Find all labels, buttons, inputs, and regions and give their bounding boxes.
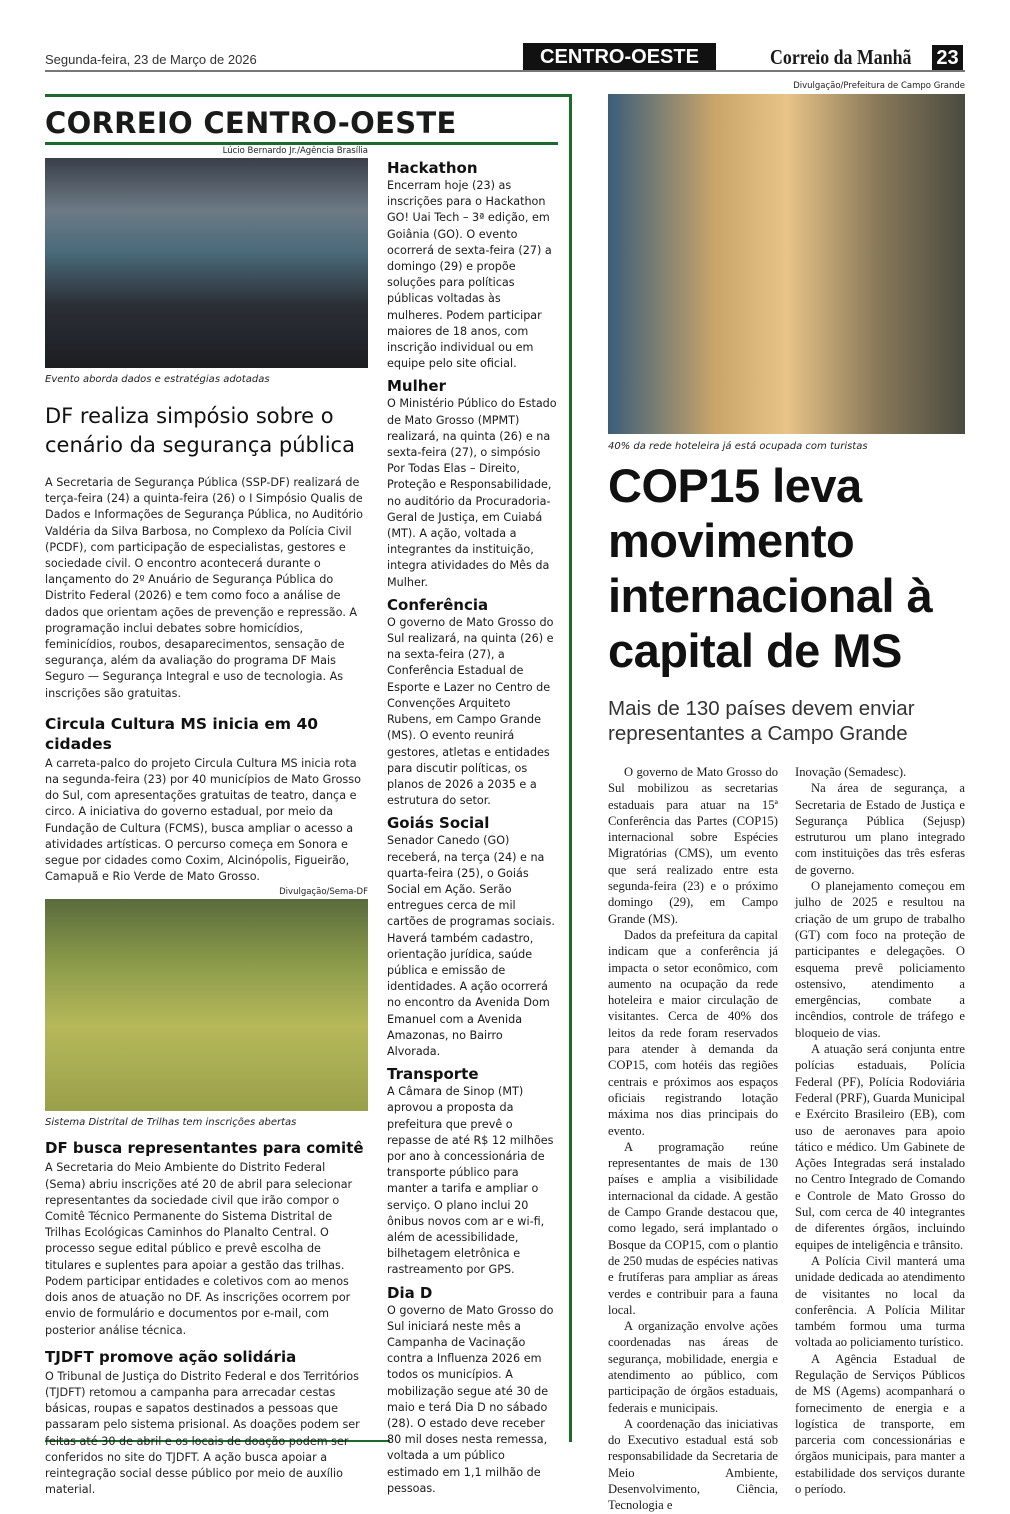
security-center-photo [45, 158, 368, 368]
brief-body: A Câmara de Sinop (MT) aprovou a proposta da prefeitura que prevê o repasse de até R$ 12 milhões por ano à concessionária de transporte público para manter a tarifa e ampliar o serviço. O plano inclui 20 ônibus novos com ar e wi-fi, além de acessibilidade, bilhetagem eletrônica e rastreamento por GPS. [387, 1085, 554, 1277]
header-rule [45, 70, 965, 72]
photo-caption: Evento aborda dados e estratégias adotadas [45, 374, 270, 385]
paragraph: A programação reúne representantes de mais de 130 países e amplia a visibilidade internacional da cidade. A gestão de Campo Grande destacou que, como legado, será implantado o Bosque da COP15, com o plantio de 250 mudas de espécies nativas e frutíferas para ampliar as áreas verdes e contribuir para a fauna local. [608, 1139, 778, 1317]
issue-date: Segunda-feira, 23 de Março de 2026 [45, 52, 257, 67]
story-headline: DF busca representantes para comitê [45, 1139, 364, 1158]
section-label: CENTRO-OESTE [523, 43, 716, 71]
brief-title: Conferência [387, 595, 489, 614]
story-headline: DF realiza simpósio sobre o cenário da segurança pública [45, 404, 355, 457]
paragraph: Inovação (Semadesc). [795, 765, 907, 779]
main-story-column-1 [608, 764, 778, 1514]
paragraph: A coordenação das iniciativas do Executivo estadual está sob responsabilidade da Secretaria de Meio Ambiente, Desenvolvimento, Ciência, Tecnologia e [608, 1416, 778, 1513]
brief-body: O governo de Mato Grosso do Sul iniciará neste mês a Campanha de Vacinação contra a Influenza 2026 em todos os municípios. A mobilização segue até 30 de maio e terá Dia D no sábado (28). O estado deve receber 80 mil doses nesta remessa, voltada a um público estimado em 1,1 milhão de pessoas. [387, 1303, 554, 1495]
paragraph: O planejamento começou em julho de 2025 e resultou na criação de um grupo de trabalho (GT) com foco na proteção de participantes e delegações. O esquema prevê policiamento ostensivo, atendimento a emergências, combate a incêndios, controle de tráfego e bloqueio de vias. [795, 879, 965, 1040]
brief-title: Goiás Social [387, 814, 490, 833]
newspaper-logo: Correio da Manhã [770, 45, 912, 69]
story-headline: TJDFT promove ação solidária [45, 1347, 297, 1366]
brief-title: Mulher [387, 377, 446, 396]
story-body: A Secretaria de Segurança Pública (SSP-DF) realizará de terça-feira (24) a quinta-feira (26) o I Simpósio Qualis de Dados e Informações de Segurança Pública, no Auditório Valdéria da Silva Barbosa, no Complexo da Polícia Civil (PCDF), com participação de especialistas, gestores e sociedade civil. O encontro acontecerá durante o lançamento do 2º Anuário de Segurança Pública do Distrito Federal (2026) e tem como foco a análise de dados que orientam ações de prevenção e repressão. A programação inclui debates sobre homicídios, feminicídios, roubos, desaparecimentos, sensação de segurança, além da avaliação do programa DF Mais Seguro — Segurança Integral e uso de tecnologia. As inscrições são gratuitas. [45, 476, 363, 700]
brief-body: Senador Canedo (GO) receberá, na terça (24) e na quarta-feira (25), o Goiás Social em Ação. Serão entregues cerca de mil cartões de programas sociais. Haverá também cadastro, orientação jurídica, saúde pública e emissão de identidades. A ação ocorrerá no encontro da Avenida Dom Emanuel com a Avenida Amazonas, no Bairro Alvorada. [387, 834, 555, 1058]
photo-credit: Divulgação/Sema-DF [279, 887, 368, 898]
photo-credit: Divulgação/Prefeitura de Campo Grande [793, 81, 965, 91]
brief-body: O Ministério Público do Estado de Mato Grosso (MPMT) realizará, na quinta (26) e na sexta-feira (27), o simpósio Por Todas Elas – Direito, Proteção e Responsabilidade, no auditório da Procuradoria-Geral de Justiça, em Cuiabá (MT). A ação, voltada a integrantes da instituição, integra atividades do Mês da Mulher. [387, 397, 557, 589]
hotel-reception-photo [608, 94, 965, 434]
section-rule [45, 142, 558, 145]
main-subheadline: Mais de 130 países devem enviar representantes a Campo Grande [608, 697, 915, 745]
main-story-columns [608, 764, 965, 1514]
paragraph: Na área de segurança, a Secretaria de Estado de Justiça e Segurança Pública (Sejusp) estruturou um plano integrado com instituições das três esferas de governo. [795, 781, 965, 877]
brief-body: Encerram hoje (23) as inscrições para o Hackathon GO! Uai Tech – 3ª edição, em Goiânia (GO). O evento ocorrerá de sexta-feira (27) a domingo (29) e propõe soluções para políticas públicas voltadas às mulheres. Podem participar maiores de 18 anos, com inscrição individual ou em equipe pelo site oficial. [387, 179, 552, 371]
brief-title: Hackathon [387, 159, 478, 177]
main-story-column-2 [795, 764, 965, 1514]
story-body: A Secretaria do Meio Ambiente do Distrito Federal (Sema) abriu inscrições até 20 de abril para selecionar representantes da sociedade civil que irão compor o Comitê Técnico Permanente do Sistema Distrital de Trilhas Ecológicas Caminhos do Planalto Central. O processo segue edital público e prevê escolha de titulares e suplentes para apoiar a gestão das trilhas. Podem participar entidades e coletivos com ao menos dois anos de atuação no DF. As inscrições ocorrem por envio de formulário e documentos por e-mail, com posterior análise técnica. [45, 1161, 353, 1337]
brief-body: O governo de Mato Grosso do Sul realizará, na quinta (26) e na sexta-feira (27), a Conferência Estadual de Esporte e Lazer no Centro de Convenções Arquiteto Rubens, em Campo Grande (MS). O evento reunirá gestores, atletas e entidades para discutir políticas, os planos de 2026 a 2035 e a estrutura do setor. [387, 615, 554, 808]
trail-photo [45, 899, 368, 1111]
paragraph: O governo de Mato Grosso do Sul mobilizou as secretarias estaduais para atuar na 15ª Conferência das Partes (COP15) internacional sobre Espécies Migratórias (CMS), um evento que será realizado entre esta segunda-feira (23) e o próximo domingo (29), em Campo Grande (MS). [608, 765, 778, 926]
main-story [608, 458, 968, 1514]
main-headline: COP15 leva movimento internacional à capital de MS [608, 459, 933, 677]
lead-story [45, 146, 368, 1498]
paragraph: A atuação será conjunta entre polícias estaduais, Polícia Federal (PF), Polícia Rodoviária Federal (PRF), Guarda Municipal e Exército Brasileiro (EB), com uso de aeronaves para apoio tático e médico. Um Gabinete de Ações Integradas será instalado no Centro Integrado de Comando e Controle de Mato Grosso do Sul, com cerca de 40 integrantes de diferentes órgãos, incluindo equipes de inteligência e trânsito. [795, 1042, 965, 1252]
page-number: 23 [932, 45, 963, 71]
paragraph: Dados da prefeitura da capital indicam que a conferência já impacta o setor econômico, com aumento na ocupação da rede hoteleira e maior circulação de visitantes. Cerca de 40% dos leitos da rede foram reservados para atender à demanda da COP15, com hotéis das regiões centrais e próximos aos espaços oficiais registrando lotação máxima nos dias principais do evento. [608, 927, 778, 1138]
paragraph: A organização envolve ações coordenadas nas áreas de segurança, mobilidade, energia e atendimento ao público, com participação de órgãos estaduais, federais e municipais. [608, 1319, 778, 1415]
paragraph: A Polícia Civil manterá uma unidade dedicada ao atendimento de visitantes no local da conferência. A Polícia Militar também formou uma turma voltada ao policiamento turístico. [795, 1253, 965, 1350]
section-title: CORREIO CENTRO-OESTE [45, 106, 457, 140]
brief-title: Transporte [387, 1065, 479, 1084]
story-body: O Tribunal de Justiça do Distrito Federal e dos Territórios (TJDFT) retomou a campanha para arrecadar cestas básicas, roupas e sapatos destinados a pessoas que passaram pelo sistema prisional. As doações podem ser feitas até 30 de abril e os locais de doação podem ser conferidos no site do TJDFT. A ação busca apoiar a reintegração social desse público por meio de auxílio material. [45, 1369, 360, 1497]
story-body: A carreta-palco do projeto Circula Cultura MS inicia rota na segunda-feira (23) por 40 municípios de Mato Grosso do Sul, com apresentações gratuitas de teatro, dança e circo. A iniciativa do governo estadual, por meio da Fundação de Cultura (FCMS), busca ampliar o acesso a atividades artísticas. O percurso começa em Sonora e segue por cidades como Coxim, Alcinópolis, Figueirão, Camapuã e Rio Verde de Mato Grosso. [45, 756, 361, 884]
news-briefs [387, 154, 557, 1501]
photo-caption: Sistema Distrital de Trilhas tem inscrições abertas [45, 1117, 297, 1129]
paragraph: A Agência Estadual de Regulação de Serviços Públicos de MS (Agems) acompanhará o fornecimento de energia e a logística de transporte, em parceria com concessionárias e órgãos municipais, para manter a estabilidade dos serviços durante o período. [795, 1351, 965, 1497]
photo-caption: 40% da rede hoteleira já está ocupada com turistas [608, 441, 868, 452]
story-headline: Circula Cultura MS inicia em 40 cidades [45, 714, 319, 753]
photo-credit: Lúcio Bernardo Jr./Agência Brasília [222, 146, 368, 156]
brief-title: Dia D [387, 1283, 433, 1302]
